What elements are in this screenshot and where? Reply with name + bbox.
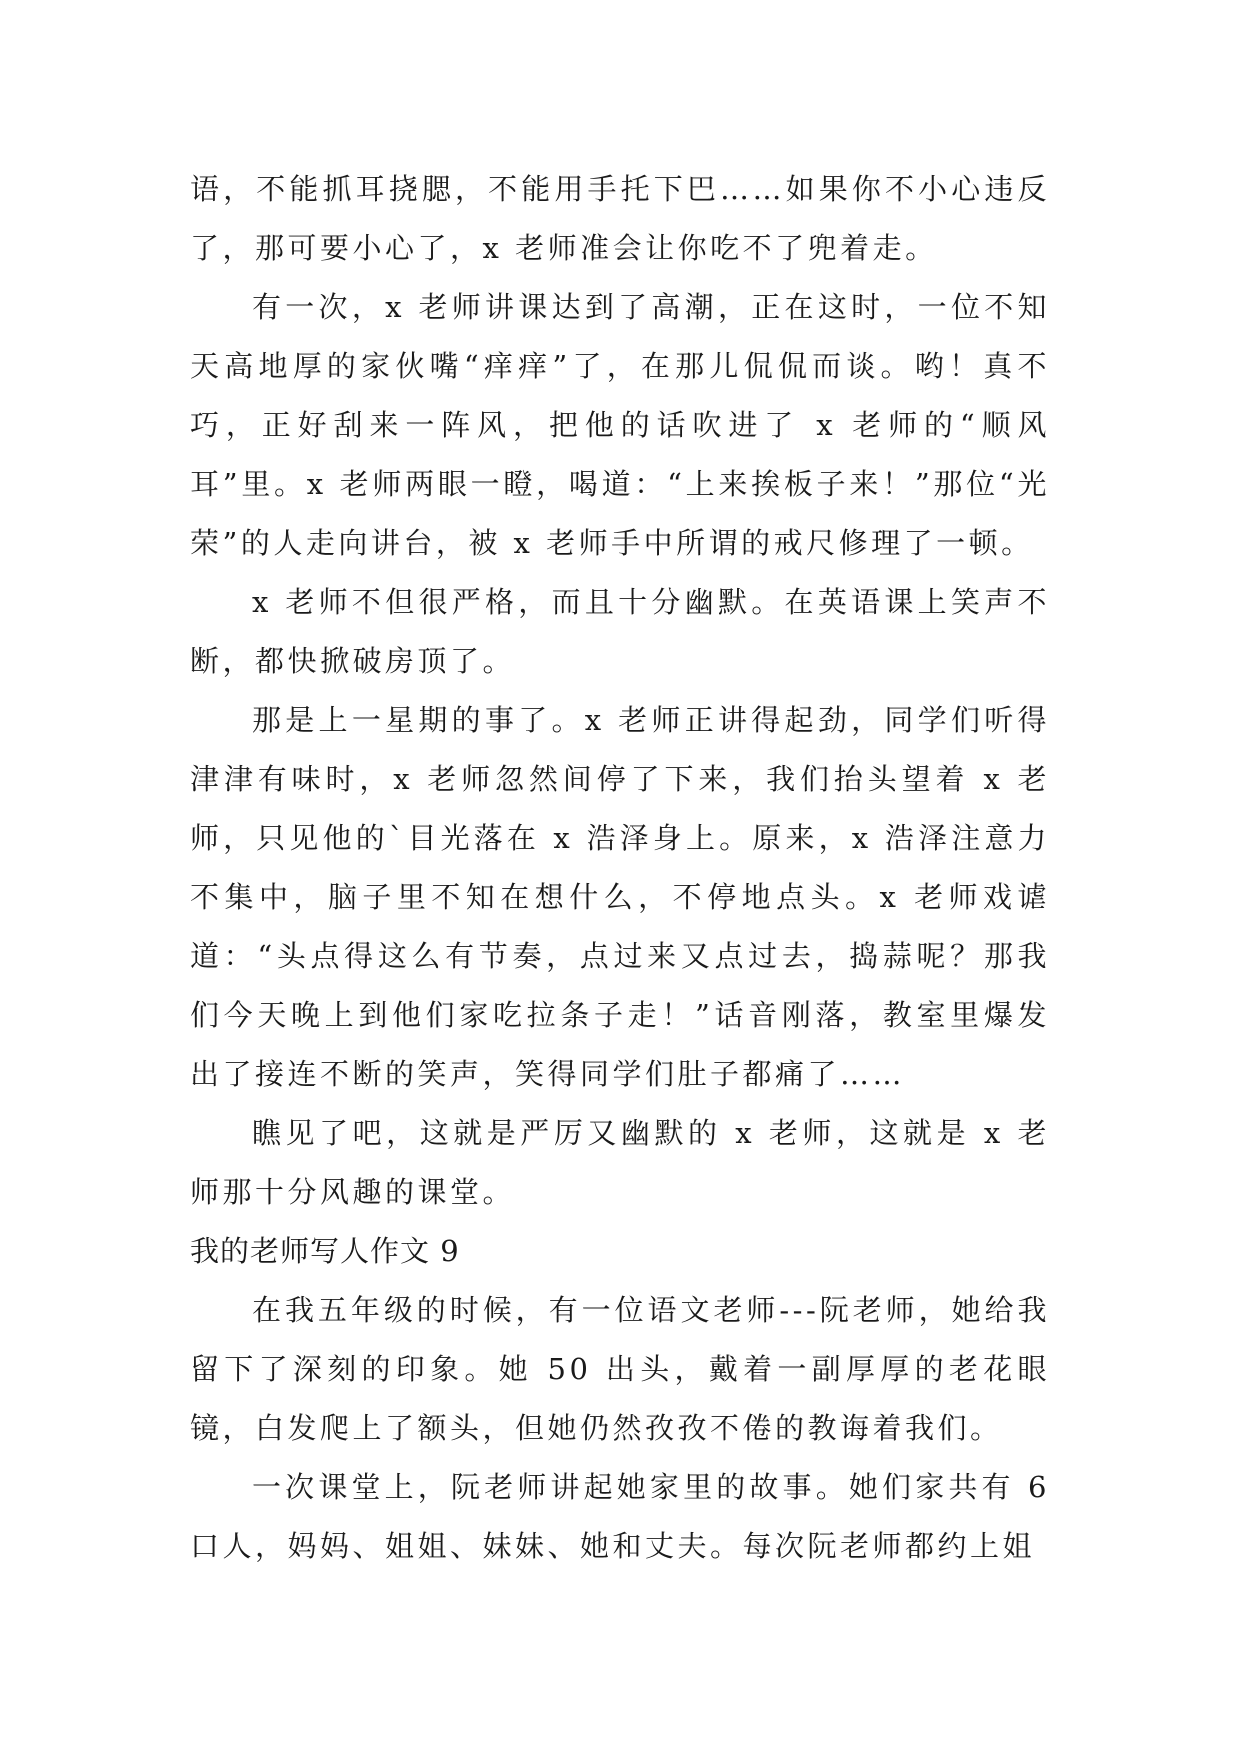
paragraph-nodding-story: 那是上一星期的事了。x 老师正讲得起劲，同学们听得津津有味时，x 老师忽然间停了下来，我们抬头望着 x 老师，只见他的`目光落在 x 浩泽身上。原来，x 浩泽注意力不集中，脑子里不知在想什么，不停地点头。x 老师戏谑道：“头点得这么有节奏，点过来又点过去，捣蒜呢？那我们今天晚上到他们家吃拉条子走！”话音刚落，教室里爆发出了接连不断的笑声，笑得同学们肚子都痛了……: [190, 703, 1050, 1091]
paragraph-teacher-ruan-intro: 在我五年级的时候，有一位语文老师---阮老师，她给我留下了深刻的印象。她 50 出头，戴着一副厚厚的老花眼镜，白发爬上了额头，但她仍然孜孜不倦的教诲着我们。: [190, 1293, 1050, 1445]
document-body: [190, 160, 1050, 1576]
paragraph-board-punishment: 有一次，x 老师讲课达到了高潮，正在这时，一位不知天高地厚的家伙嘴“痒痒”了，在那儿侃侃而谈。哟！真不巧，正好刮来一阵风，把他的话吹进了 x 老师的“顺风耳”里。x 老师两眼一瞪，喝道：“上来挨板子来！”那位“光荣”的人走向讲台，被 x 老师手中所谓的戒尺修理了一顿。: [190, 290, 1050, 560]
paragraph-family-story: 一次课堂上，阮老师讲起她家里的故事。她们家共有 6 口人，妈妈、姐姐、妹妹、她和丈夫。每次阮老师都约上姐: [190, 1470, 1050, 1563]
paragraph-humor-intro: x 老师不但很严格，而且十分幽默。在英语课上笑声不断，都快掀破房顶了。: [190, 585, 1050, 678]
paragraph-conclusion: 瞧见了吧，这就是严厉又幽默的 x 老师，这就是 x 老师那十分风趣的课堂。: [190, 1116, 1050, 1209]
essay-heading: 我的老师写人作文 9: [190, 1234, 460, 1268]
paragraph-continuation: 语，不能抓耳挠腮，不能用手托下巴……如果你不小心违反了，那可要小心了，x 老师准会让你吃不了兜着走。: [190, 172, 1050, 265]
